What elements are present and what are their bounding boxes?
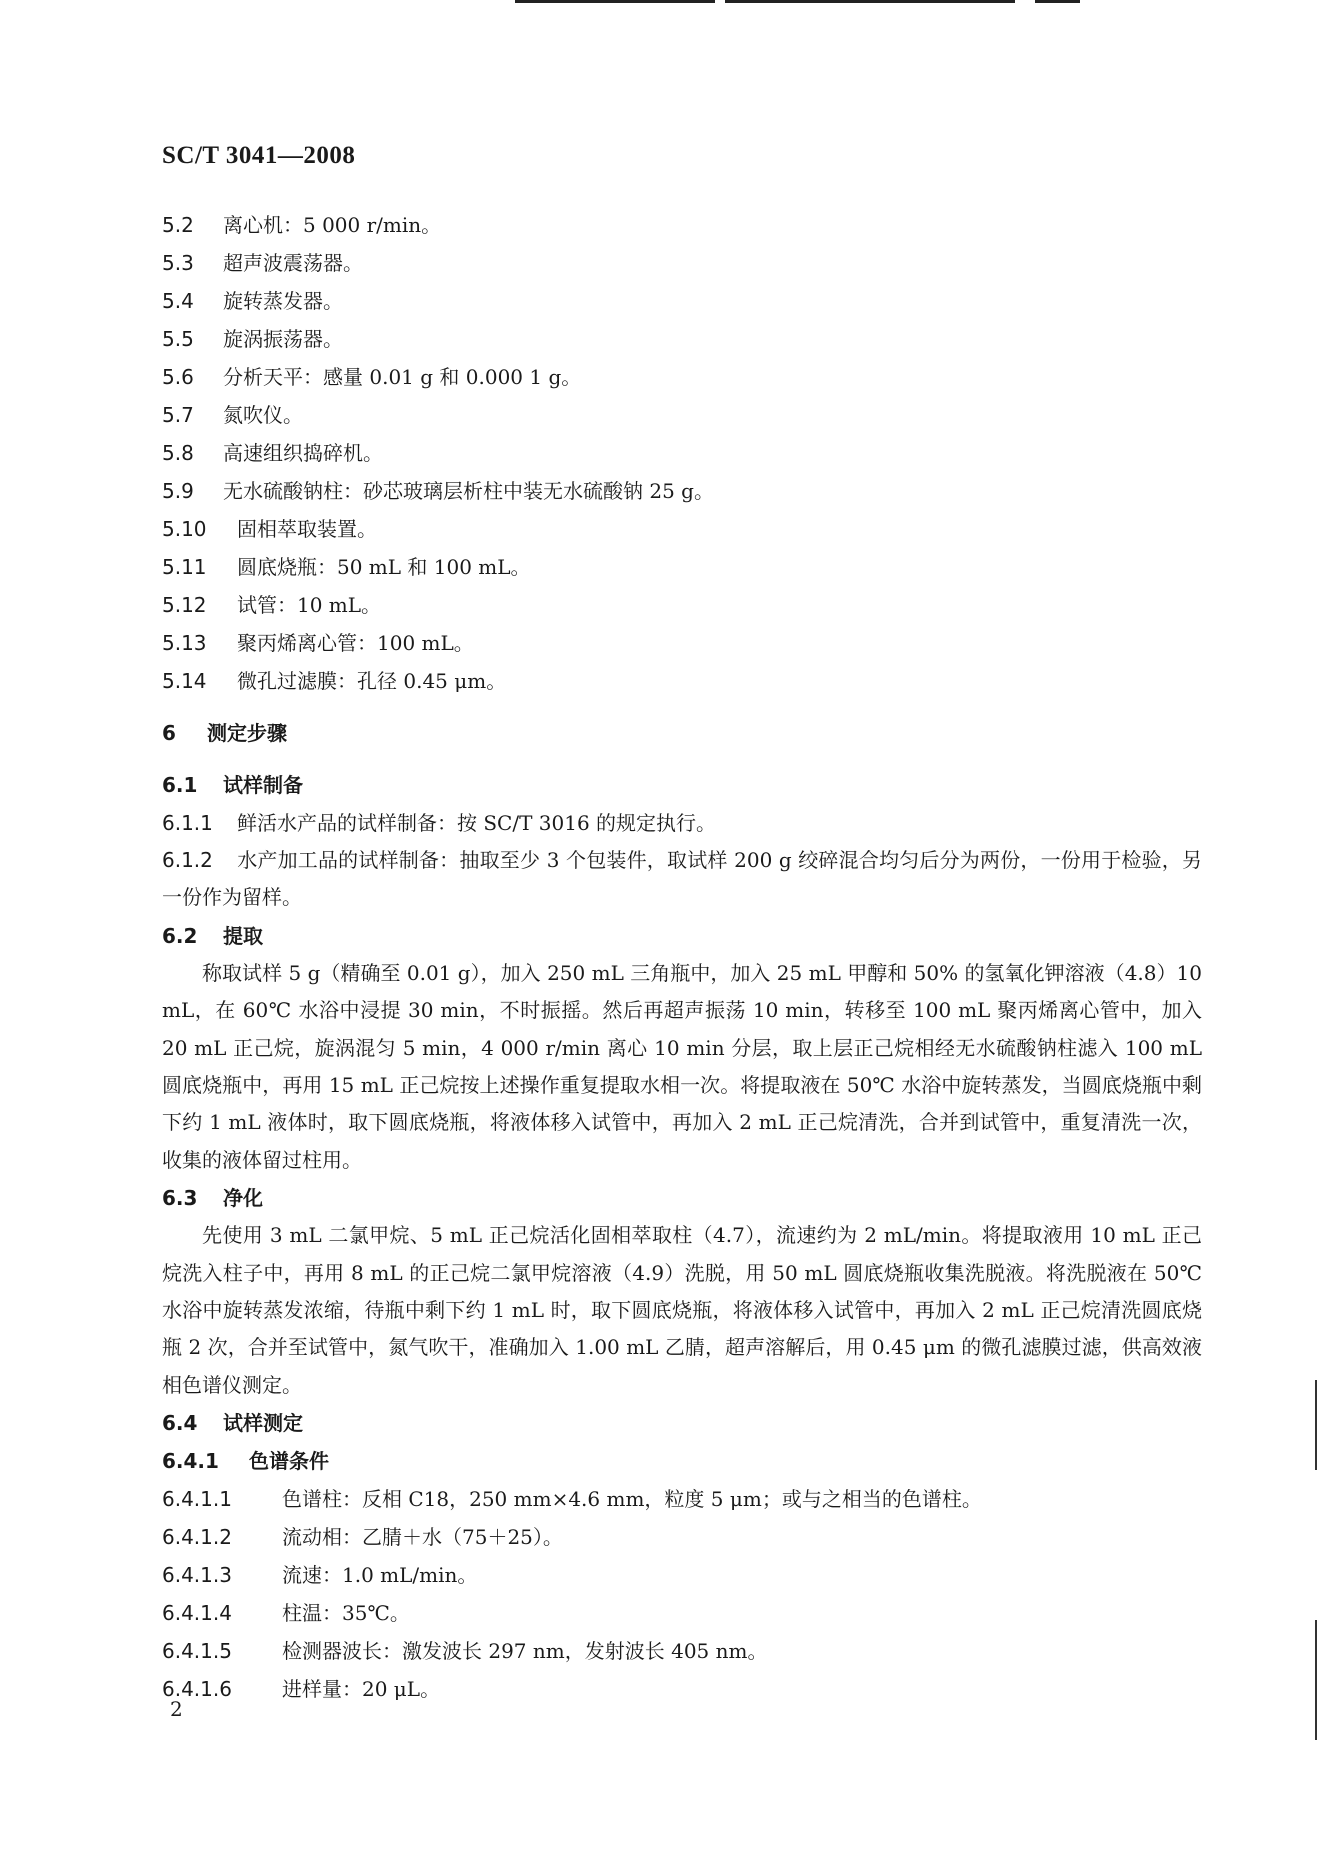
scan-edge-line <box>1315 1380 1317 1470</box>
scan-edge-line <box>1315 1620 1317 1740</box>
list-item: 5.5 旋涡振荡器。 <box>162 327 343 351</box>
list-item: 6.4.1.2 流动相：乙腈＋水（75＋25）。 <box>162 1525 563 1550</box>
clause: 6.1.2 水产加工品的试样制备：抽取至少 3 个包装件，取试样 200 g 绞碎混合均匀后分为两份，一份用于检验，另一份作为留样。 <box>162 848 1202 910</box>
clause: 6.1.1 鲜活水产品的试样制备：按 SC/T 3016 的规定执行。 <box>162 811 717 835</box>
list-item: 5.13 聚丙烯离心管：100 mL。 <box>162 631 474 655</box>
section-heading: 6.4.1 色谱条件 <box>162 1449 329 1474</box>
list-item: 5.11 圆底烧瓶：50 mL 和 100 mL。 <box>162 555 531 579</box>
list-item: 5.4 旋转蒸发器。 <box>162 289 343 313</box>
section-heading: 6 测定步骤 <box>162 721 287 745</box>
list-item: 5.14 微孔过滤膜：孔径 0.45 μm。 <box>162 669 507 693</box>
list-item: 5.12 试管：10 mL。 <box>162 593 382 617</box>
paragraph: 先使用 3 mL 二氯甲烷、5 mL 正己烷活化固相萃取柱（4.7），流速约为 2 mL/min。将提取液用 10 mL 正己烷洗入柱子中，再用 8 mL 的正己烷二氯甲烷溶液（4.9）洗脱，用 50 mL 圆底烧瓶收集洗脱液。将洗脱液在 50℃ 水浴中旋转蒸发浓缩，待瓶中剩下约 1 mL 时，取下圆底烧瓶，将液体移入试管中，再加入 2 mL 正己烷清洗圆底烧瓶 2 次，合并至试管中，氮气吹干，准确加入 1.00 mL 乙腈，超声溶解后，用 0.45 μm 的微孔滤膜过滤，供高效液相色谱仪测定。 <box>162 1223 1202 1397</box>
paragraph: 称取试样 5 g（精确至 0.01 g），加入 250 mL 三角瓶中，加入 25 mL 甲醇和 50% 的氢氧化钾溶液（4.8）10 mL，在 60℃ 水浴中浸提 30 min，不时振摇。然后再超声振荡 10 min，转移至 100 mL 聚丙烯离心管中，加入 20 mL 正己烷，旋涡混匀 5 min，4 000 r/min 离心 10 min 分层，取上层正己烷相经无水硫酸钠柱滤入 100 mL 圆底烧瓶中，再用 15 mL 正己烷按上述操作重复提取水相一次。将提取液在 50℃ 水浴中旋转蒸发，当圆底烧瓶中剩下约 1 mL 液体时，取下圆底烧瓶，将液体移入试管中，再加入 2 mL 正己烷清洗，合并到试管中，重复清洗一次，收集的液体留过柱用。 <box>162 960 1202 1172</box>
list-item: 6.4.1.4 柱温：35℃。 <box>162 1601 410 1626</box>
list-item: 5.6 分析天平：感量 0.01 g 和 0.000 1 g。 <box>162 365 582 389</box>
section-heading: 6.1 试样制备 <box>162 773 303 797</box>
list-item: 6.4.1.3 流速：1.0 mL/min。 <box>162 1563 478 1588</box>
section-heading: 6.2 提取 <box>162 923 263 948</box>
page-number: 2 <box>170 1697 183 1721</box>
section-heading: 6.3 净化 <box>162 1186 263 1211</box>
list-item: 6.4.1.1 色谱柱：反相 C18，250 mm×4.6 mm，粒度 5 μm；或与之相当的色谱柱。 <box>162 1487 982 1512</box>
list-item: 5.7 氮吹仪。 <box>162 403 303 427</box>
document-header: SC/T 3041—2008 <box>162 142 356 169</box>
list-item: 5.10 固相萃取装置。 <box>162 517 377 541</box>
list-item: 5.8 高速组织捣碎机。 <box>162 441 383 465</box>
scan-edge-line <box>515 0 715 3</box>
list-item: 6.4.1.6 进样量：20 μL。 <box>162 1677 441 1702</box>
page-content <box>162 206 1202 1708</box>
list-item: 5.9 无水硫酸钠柱：砂芯玻璃层析柱中装无水硫酸钠 25 g。 <box>162 479 714 503</box>
list-item: 6.4.1.5 检测器波长：激发波长 297 nm，发射波长 405 nm。 <box>162 1639 768 1664</box>
list-item: 5.3 超声波震荡器。 <box>162 251 363 275</box>
section-heading: 6.4 试样测定 <box>162 1411 303 1436</box>
scan-edge-line <box>725 0 1015 3</box>
scan-edge-line <box>1035 0 1080 3</box>
list-item: 5.2 离心机：5 000 r/min。 <box>162 213 442 237</box>
